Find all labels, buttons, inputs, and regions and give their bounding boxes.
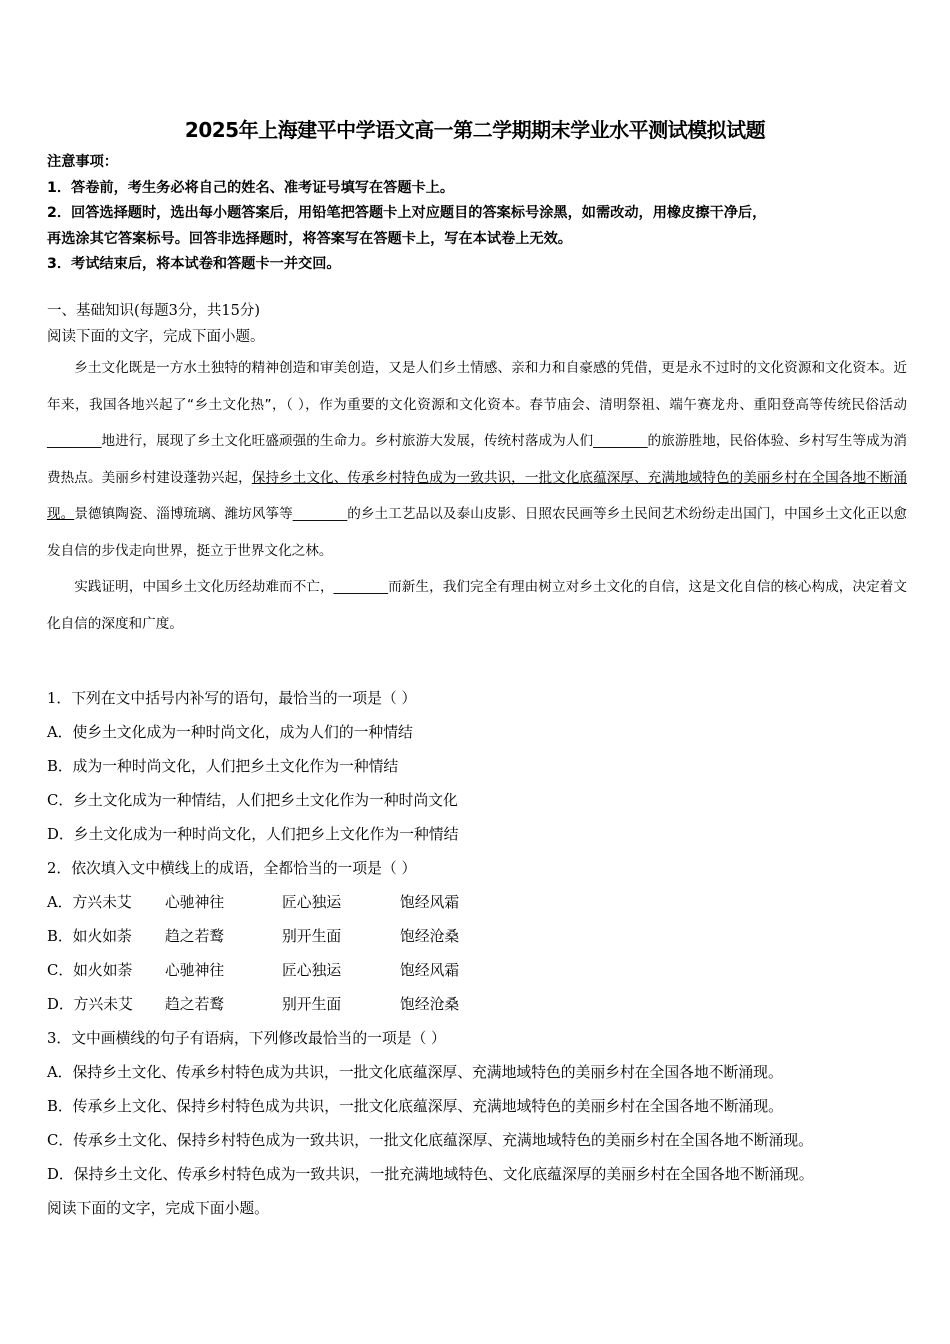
option-idiom: 饱经风霜 [400,894,460,911]
question-2-option [47,956,917,990]
reading-passage [47,350,907,642]
passage-text: 乡土文化既是一方水土独特的精神创造和审美创造，又是人们乡土情感、亲和力和自豪感的凭借，更是永不过时的文化资源和文化资本。近年来，我国各地兴起了“乡土文化热”，（ ），作为重要的文化资源和文化资本。春节庙会、清明祭祖、端午赛龙舟、重阳登高等传统民俗活动________地进行，展现了乡土文化旺盛顽强的生命力。乡村旅游大发展，传统村落成为人们________的旅游胜地，民俗体验、乡村写生等成为消费热点。美丽乡村建设蓬勃兴起， [47,360,907,486]
question-2-stem: 2．依次填入文中横线上的成语，全都恰当的一项是（ ） [47,860,417,877]
option-idiom: 趋之若鹜 [165,996,225,1013]
notes-block [47,150,917,278]
option-idiom: 别开生面 [282,996,342,1013]
question-2-option [47,922,917,956]
question-1-option: A．使乡土文化成为一种时尚文化，成为人们的一种情结 [47,724,413,741]
notes-line: 再选涂其它答案标号。回答非选择题时，将答案写在答题卡上，写在本试卷上无效。 [47,230,572,247]
reading-instruction-next: 阅读下面的文字，完成下面小题。 [47,1200,269,1217]
option-idiom: 别开生面 [282,928,342,945]
notes-line: 1．答卷前，考生务必将自己的姓名、准考证号填写在答题卡上。 [47,179,455,196]
passage-text: 景德镇陶瓷、淄博琉璃、潍坊风筝等________的乡土工艺品以及泰山皮影、日照农民画等乡土民间艺术纷纷走出国门，中国乡土文化正以愈发自信的步伐走向世界，挺立于世界文化之林。 [47,506,907,559]
passage-paragraph-1 [47,350,907,569]
question-3-option: A．保持乡土文化、传承乡村特色成为共识，一批文化底蕴深厚、充满地域特色的美丽乡村在全国各地不断涌现。 [47,1064,783,1081]
option-idiom: B．如火如荼 [47,928,132,945]
question-2-option [47,888,917,922]
question-3-option: C．传承乡土文化、保持乡村特色成为一致共识，一批文化底蕴深厚、充满地域特色的美丽乡村在全国各地不断涌现。 [47,1132,813,1149]
page-title: 2025年上海建平中学语文高一第二学期期末学业水平测试模拟试题 [184,118,766,142]
notes-line: 3．考试结束后，将本试卷和答题卡一并交回。 [47,256,341,272]
section-heading: 一、基础知识(每题3分，共15分) [47,303,260,319]
question-3-option: D．保持乡土文化、传承乡村特色成为一致共识，一批充满地域特色、文化底蕴深厚的美丽乡村在全国各地不断涌现。 [47,1166,814,1183]
option-idiom: 匠心独运 [282,962,342,979]
notes-line: 2．回答选择题时，选出每小题答案后，用铅笔把答题卡上对应题目的答案标号涂黑，如需改动，用橡皮擦干净后， [47,205,767,221]
passage-paragraph-2: 实践证明，中国乡土文化历经劫难而不亡，________而新生，我们完全有理由树立对乡土文化的自信，这是文化自信的核心构成，决定着文化自信的深度和广度。 [47,579,907,632]
option-idiom: 饱经风霜 [400,962,460,979]
question-3-stem: 3．文中画横线的句子有语病，下列修改最恰当的一项是（ ） [47,1030,446,1047]
reading-instruction: 阅读下面的文字，完成下面小题。 [47,329,265,345]
question-1-option: D．乡土文化成为一种时尚文化，人们把乡上文化作为一种情结 [47,826,459,843]
option-idiom: D．方兴未艾 [47,996,133,1013]
question-2-option [47,990,917,1024]
option-idiom: 饱经沧桑 [400,928,460,945]
option-idiom: C．如火如荼 [47,962,133,979]
option-idiom: 趋之若鹜 [165,928,225,945]
option-idiom: A．方兴未艾 [47,894,132,911]
question-1-stem: 1．下列在文中括号内补写的语句，最恰当的一项是（ ） [47,690,417,707]
question-1-option: B．成为一种时尚文化，人们把乡土文化作为一种情结 [47,758,399,775]
notes-heading: 注意事项： [47,154,118,170]
question-1-option: C．乡土文化成为一种情结，人们把乡土文化作为一种时尚文化 [47,792,458,809]
underlined-sentence: 保持乡土文化、传承乡村特色成为一致共识，一批文化底蕴深厚、充满地域特色的美丽乡村在全国各地不断涌现。 [47,469,908,522]
option-idiom: 心驰神往 [165,962,225,979]
option-idiom: 匠心独运 [282,894,342,911]
question-3-option: B．传承乡上文化、保持乡村特色成为共识，一批文化底蕴深厚、充满地域特色的美丽乡村在全国各地不断涌现。 [47,1098,783,1115]
option-idiom: 心驰神往 [165,894,225,911]
option-idiom: 饱经沧桑 [400,996,460,1013]
questions [47,684,917,1228]
